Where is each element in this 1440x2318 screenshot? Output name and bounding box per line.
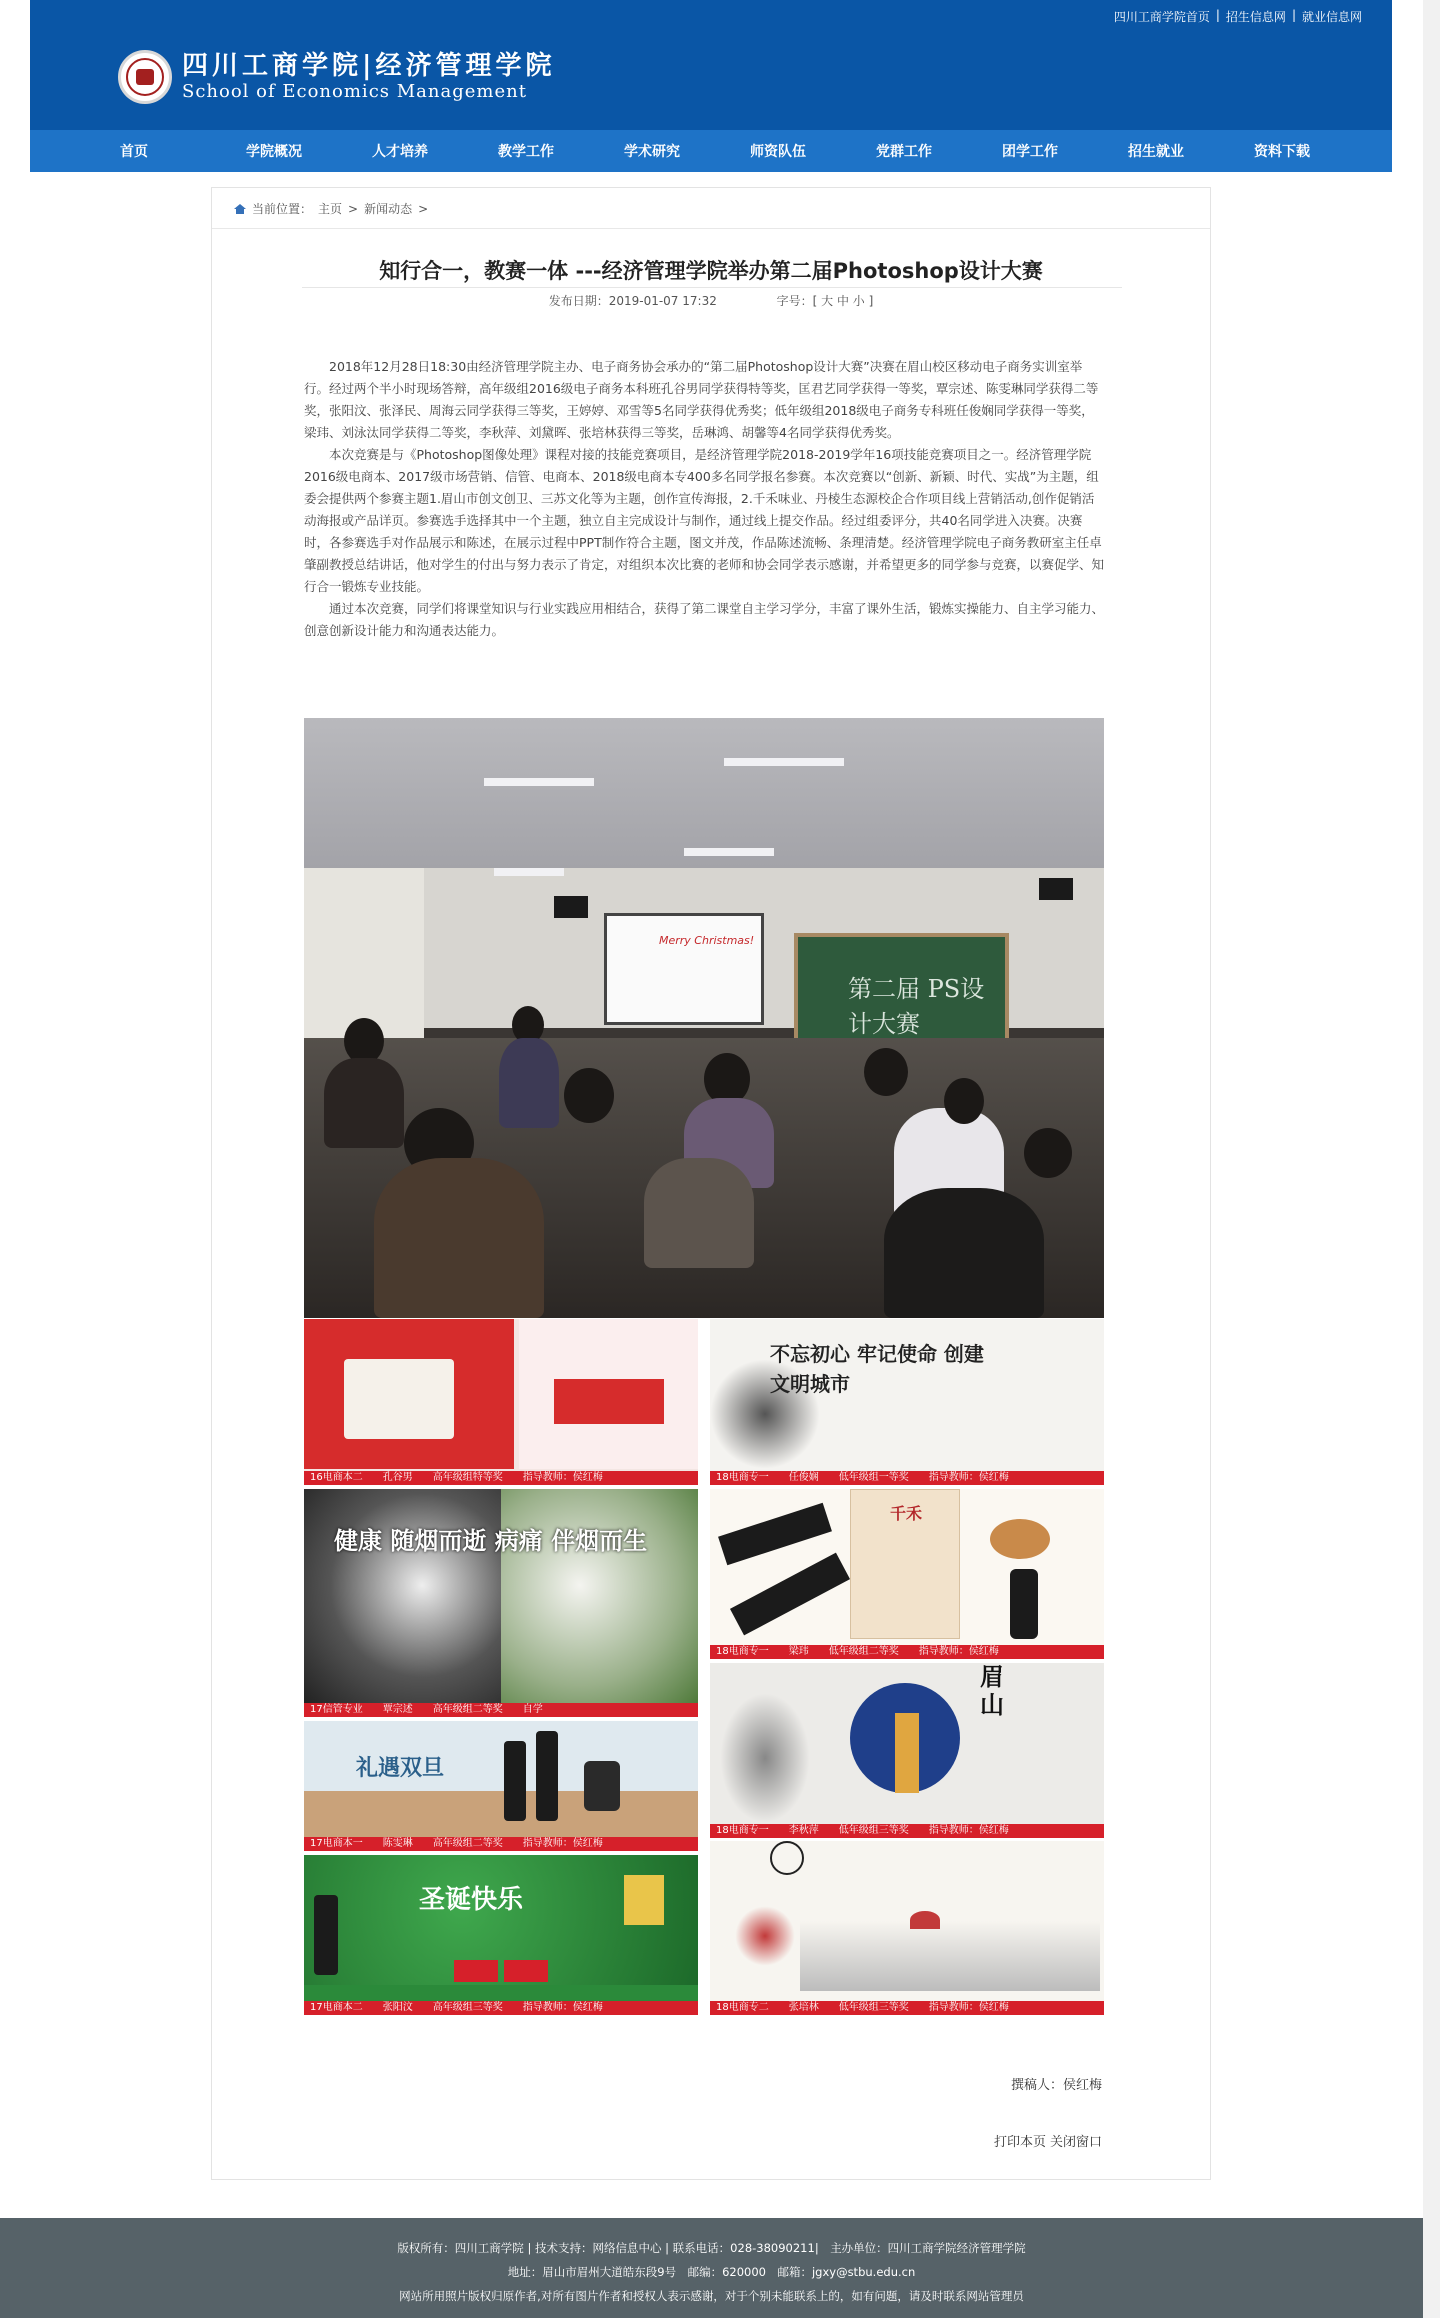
article-title: 知行合一，教赛一体 ---经济管理学院举办第二届Photoshop设计大赛 — [379, 259, 1043, 283]
nav-item-home[interactable]: 首页 — [120, 144, 148, 160]
work-caption: 17信管专业 覃宗述 高年级组二等奖 自学 — [304, 1703, 698, 1717]
work-card — [304, 1489, 698, 1717]
screen-text: Merry Christmas! — [659, 934, 755, 947]
work-title: 眉山 — [980, 1663, 1004, 1719]
main-nav — [30, 130, 1392, 172]
school-seal-icon — [118, 50, 172, 104]
work-card — [710, 1663, 1104, 1838]
nav-item-party[interactable]: 党群工作 — [876, 144, 932, 160]
top-links — [1114, 8, 1362, 25]
top-link-sep: | — [1291, 8, 1296, 22]
footer-copyright: 版权所有：四川工商学院 | 技术支持：网络信息中心 | 联系电话：028-38090211| 主办单位：四川工商学院经济管理学院 — [397, 2241, 1026, 2255]
top-link-jobs[interactable]: 就业信息网 — [1301, 10, 1362, 24]
home-icon — [234, 204, 246, 214]
work-caption: 17电商本一 陈雯琳 高年级组二等奖 指导教师：侯红梅 — [304, 1837, 698, 1851]
nav-item-downloads[interactable]: 资料下载 — [1254, 144, 1310, 160]
nav-item-research[interactable]: 学术研究 — [624, 144, 680, 160]
close-window-link[interactable]: 关闭窗口 — [1049, 2135, 1102, 2150]
work-card — [710, 1489, 1104, 1659]
article-container — [211, 187, 1211, 2180]
footer-address: 地址：眉山市眉州大道皓东段9号 邮编：620000 邮箱：jgxy@stbu.edu.cn — [507, 2265, 916, 2279]
work-caption: 17电商本二 张阳汶 高年级组三等奖 指导教师：侯红梅 — [304, 2001, 698, 2015]
breadcrumb-home[interactable]: 主页 — [318, 202, 343, 216]
nav-item-teaching[interactable]: 教学工作 — [498, 144, 554, 160]
work-title: 不忘初心 牢记使命 创建文明城市 — [770, 1342, 984, 1396]
logo-chinese-name: 四川工商学院|经济管理学院 — [182, 51, 556, 81]
work-card — [710, 1319, 1104, 1485]
nav-item-training[interactable]: 人才培养 — [372, 144, 428, 160]
nav-item-league[interactable]: 团学工作 — [1002, 144, 1058, 160]
site-footer — [0, 2218, 1423, 2318]
event-photo — [304, 718, 1104, 1318]
article-author: 撰稿人：侯红梅 — [1010, 2078, 1102, 2093]
breadcrumb-sep: > — [348, 201, 359, 216]
article-body — [304, 356, 1104, 642]
nav-item-about[interactable]: 学院概况 — [246, 144, 302, 160]
article-paragraph: 本次竞赛是与《Photoshop图像处理》课程对接的技能竞赛项目，是经济管理学院2018-2019学年16项技能竞赛项目之一。经济管理学院2016级电商本、2017级市场营销、信管、电商本、2018级电商本专400多名同学报名参赛。本次竞赛以“创新、新颖、时代、实战”为主题，组委会提供两个参赛主题1.眉山市创文创卫、三苏文化等为主题，创作宣传海报，2.千禾味业、丹棱生态源校企合作项目线上营销活动,创作促销活动海报或产品详页。参赛选手选择其中一个主题，独立自主完成设计与制作，通过线上提交作品。经过组委评分，共40名同学进入决赛。决赛时，各参赛选手对作品展示和陈述，在展示过程中PPT制作符合主题，图文并茂，作品陈述流畅、条理清楚。经济管理学院电子商务教研室主任卓肇副教授总结讲话，他对学生的付出与努力表示了肯定，对组织本次比赛的老师和协会同学表示感谢，并希望更多的同学参与竞赛，以赛促学、知行合一锻炼专业技能。 — [304, 447, 1105, 594]
projector-screen — [604, 913, 764, 1025]
site-logo[interactable] — [118, 50, 555, 104]
footer-notice: 网站所用照片版权归原作者,对所有图片作者和授权人表示感谢，对于个别未能联系上的，如有问题，请及时联系网站管理员 — [399, 2289, 1024, 2303]
top-link-home[interactable]: 四川工商学院首页 — [1113, 10, 1210, 24]
work-title: 千禾 — [890, 1504, 923, 1523]
work-caption: 18电商专一 任俊娴 低年级组一等奖 指导教师：侯红梅 — [710, 1471, 1104, 1485]
work-title: 健康 随烟而逝 病痛 伴烟而生 — [334, 1527, 648, 1555]
page-scrollbar[interactable] — [1423, 0, 1440, 2318]
work-caption: 16电商本二 孔谷男 高年级组特等奖 指导教师：侯红梅 — [304, 1471, 698, 1485]
breadcrumb — [234, 200, 428, 217]
breadcrumb-sep: > — [418, 201, 429, 216]
breadcrumb-section[interactable]: 新闻动态 — [364, 202, 413, 216]
work-title: 礼遇双旦 — [356, 1755, 445, 1781]
title-divider — [302, 287, 1122, 288]
article-meta — [212, 292, 1210, 309]
work-caption: 18电商专一 梁玮 低年级组二等奖 指导教师：侯红梅 — [710, 1645, 1104, 1659]
font-size-switch[interactable]: 字号：[ 大 中 小 ] — [776, 294, 874, 308]
top-link-admissions[interactable]: 招生信息网 — [1225, 10, 1286, 24]
nav-item-faculty[interactable]: 师资队伍 — [750, 144, 806, 160]
article-actions — [994, 2131, 1102, 2150]
work-card — [710, 1841, 1104, 2015]
logo-english-name: School of Economics Management — [182, 81, 527, 102]
site-header — [30, 0, 1392, 130]
work-card — [304, 1855, 698, 2015]
blackboard-text: 第二届 PS设计大赛 — [848, 975, 985, 1038]
award-works-gallery — [304, 1319, 1104, 2049]
top-link-sep: | — [1215, 8, 1220, 22]
work-card — [304, 1721, 698, 1851]
publish-date: 发布日期：2019-01-07 17:32 — [548, 294, 717, 308]
breadcrumb-label: 当前位置： — [252, 202, 313, 216]
work-caption: 18电商专二 张培林 低年级组三等奖 指导教师：侯红梅 — [710, 2001, 1104, 2015]
article-paragraph: 2018年12月28日18:30由经济管理学院主办、电子商务协会承办的“第二届Photoshop设计大赛”决赛在眉山校区移动电子商务实训室举行。经过两个半小时现场答辩，高年级组2016级电子商务本科班孔谷男同学获得特等奖，匡君艺同学获得一等奖，覃宗述、陈雯琳同学获得二等奖，张阳汶、张泽民、周海云同学获得三等奖，王婷婷、邓雪等5名同学获得优秀奖；低年级组2018级电子商务专科班任俊娴同学获得一等奖，梁玮、刘泳汰同学获得二等奖，李秋萍、刘黛晖、张培林获得三等奖，岳琳鸿、胡馨等4名同学获得优秀奖。 — [304, 359, 1099, 440]
work-title: 圣诞快乐 — [419, 1885, 524, 1915]
print-link[interactable]: 打印本页 — [993, 2135, 1046, 2150]
nav-item-admission-employment[interactable]: 招生就业 — [1128, 144, 1184, 160]
work-card — [304, 1319, 698, 1485]
blackboard — [794, 933, 1009, 1055]
breadcrumb-divider — [212, 228, 1210, 229]
article-paragraph: 通过本次竞赛，同学们将课堂知识与行业实践应用相结合，获得了第二课堂自主学习学分，丰富了课外生活，锻炼实操能力、自主学习能力、创意创新设计能力和沟通表达能力。 — [304, 601, 1105, 638]
work-caption: 18电商专一 李秋萍 低年级组三等奖 指导教师：侯红梅 — [710, 1824, 1104, 1838]
